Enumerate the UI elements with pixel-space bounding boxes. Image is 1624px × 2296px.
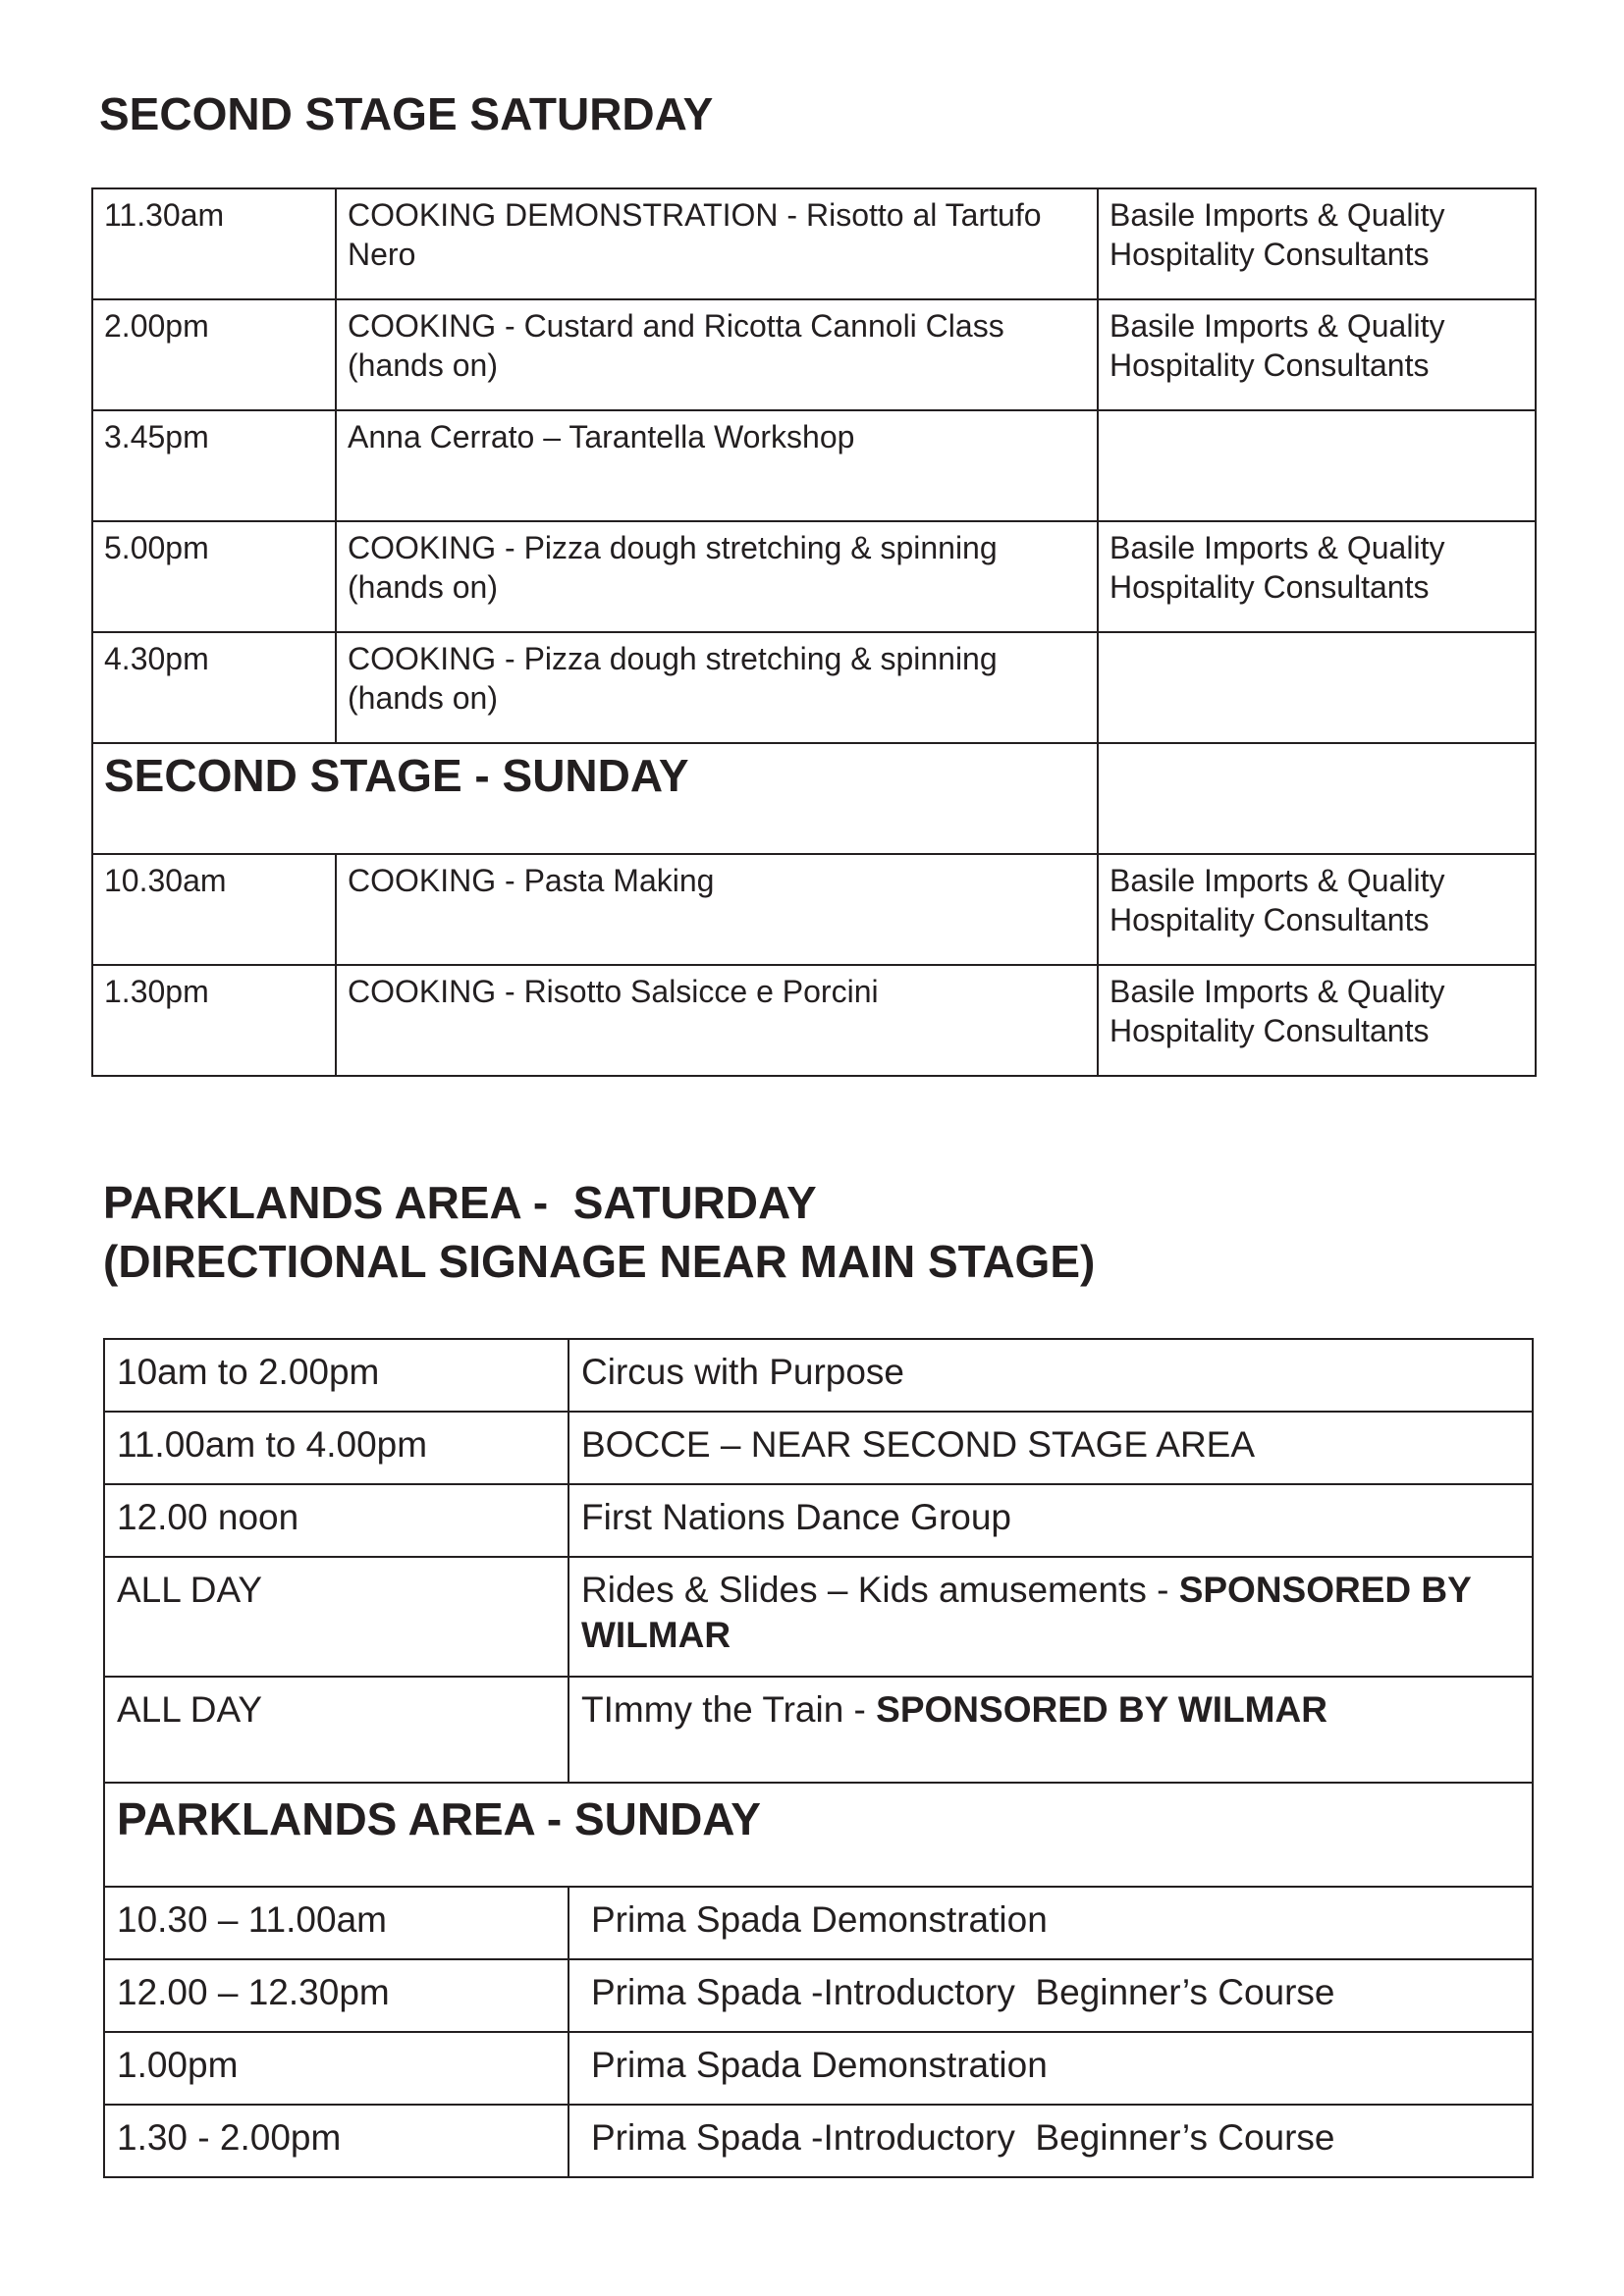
event-cell (568, 1412, 1533, 1484)
table-row (104, 1339, 1533, 1412)
second-stage-saturday-title: SECOND STAGE SATURDAY (99, 88, 714, 139)
parklands-schedule-table (103, 1338, 1534, 2178)
sponsor-text: SPONSORED BY WILMAR (581, 1570, 1472, 1655)
second-stage-sunday-heading: SECOND STAGE - SUNDAY (92, 743, 1098, 854)
table-row (92, 521, 1536, 632)
parklands-title-line2: (DIRECTIONAL SIGNAGE NEAR MAIN STAGE) (103, 1236, 1096, 1287)
event-cell: Anna Cerrato – Tarantella Workshop (336, 410, 1098, 521)
host-cell (1098, 743, 1536, 854)
time-cell: 3.45pm (92, 410, 336, 521)
table-row (104, 1959, 1533, 2032)
event-cell: Prima Spada Demonstration (568, 2032, 1533, 2105)
event-cell: Prima Spada Demonstration (568, 1887, 1533, 1959)
host-cell: Basile Imports & Quality Hospitality Consultants (1098, 188, 1536, 299)
event-text: TImmy the Train - (581, 1689, 877, 1730)
time-cell: 2.00pm (92, 299, 336, 410)
time-cell: 1.00pm (104, 2032, 568, 2105)
time-cell: 12.00 – 12.30pm (104, 1959, 568, 2032)
table-row (104, 1677, 1533, 1783)
second-stage-schedule-table (91, 187, 1537, 1077)
table-row (92, 410, 1536, 521)
table-row (104, 2105, 1533, 2177)
time-cell: 1.30pm (92, 965, 336, 1076)
table-row (104, 1412, 1533, 1484)
event-cell: COOKING - Custard and Ricotta Cannoli Class (hands on) (336, 299, 1098, 410)
table-row (92, 743, 1536, 854)
table-row (92, 299, 1536, 410)
event-cell (568, 1557, 1533, 1677)
event-cell (568, 1339, 1533, 1412)
time-cell: 10.30 – 11.00am (104, 1887, 568, 1959)
event-cell: Prima Spada -Introductory Beginner’s Course (568, 1959, 1533, 2032)
event-text: BOCCE – NEAR SECOND STAGE AREA (581, 1424, 1256, 1465)
time-cell: ALL DAY (104, 1677, 568, 1783)
host-cell: Basile Imports & Quality Hospitality Consultants (1098, 521, 1536, 632)
parklands-saturday-title (103, 1173, 1095, 1291)
event-cell (568, 1484, 1533, 1557)
table-row (104, 2032, 1533, 2105)
table-row (92, 632, 1536, 743)
event-text: First Nations Dance Group (581, 1497, 1012, 1537)
event-cell (568, 1677, 1533, 1783)
parklands-title-line1: PARKLANDS AREA - SATURDAY (103, 1177, 817, 1228)
event-cell: COOKING - Pizza dough stretching & spinning (hands on) (336, 632, 1098, 743)
event-cell: COOKING - Pasta Making (336, 854, 1098, 965)
event-cell: COOKING DEMONSTRATION - Risotto al Tartufo Nero (336, 188, 1098, 299)
table-row (92, 854, 1536, 965)
table-row (104, 1783, 1533, 1887)
event-text: Rides & Slides – Kids amusements - (581, 1570, 1179, 1610)
table-row (92, 965, 1536, 1076)
time-cell: 10am to 2.00pm (104, 1339, 568, 1412)
time-cell: 11.00am to 4.00pm (104, 1412, 568, 1484)
host-cell (1098, 410, 1536, 521)
time-cell: 1.30 - 2.00pm (104, 2105, 568, 2177)
sponsor-text: SPONSORED BY WILMAR (876, 1689, 1327, 1730)
time-cell: 4.30pm (92, 632, 336, 743)
event-cell: Prima Spada -Introductory Beginner’s Course (568, 2105, 1533, 2177)
parklands-sunday-heading: PARKLANDS AREA - SUNDAY (104, 1783, 1533, 1887)
table-row (104, 1557, 1533, 1677)
host-cell: Basile Imports & Quality Hospitality Consultants (1098, 854, 1536, 965)
table-row (92, 188, 1536, 299)
host-cell: Basile Imports & Quality Hospitality Consultants (1098, 965, 1536, 1076)
table-row (104, 1484, 1533, 1557)
host-cell (1098, 632, 1536, 743)
time-cell: 11.30am (92, 188, 336, 299)
time-cell: 5.00pm (92, 521, 336, 632)
time-cell: 10.30am (92, 854, 336, 965)
event-text: Circus with Purpose (581, 1352, 905, 1392)
event-cell: COOKING - Pizza dough stretching & spinning (hands on) (336, 521, 1098, 632)
time-cell: ALL DAY (104, 1557, 568, 1677)
event-cell: COOKING - Risotto Salsicce e Porcini (336, 965, 1098, 1076)
time-cell: 12.00 noon (104, 1484, 568, 1557)
host-cell: Basile Imports & Quality Hospitality Consultants (1098, 299, 1536, 410)
table-row (104, 1887, 1533, 1959)
